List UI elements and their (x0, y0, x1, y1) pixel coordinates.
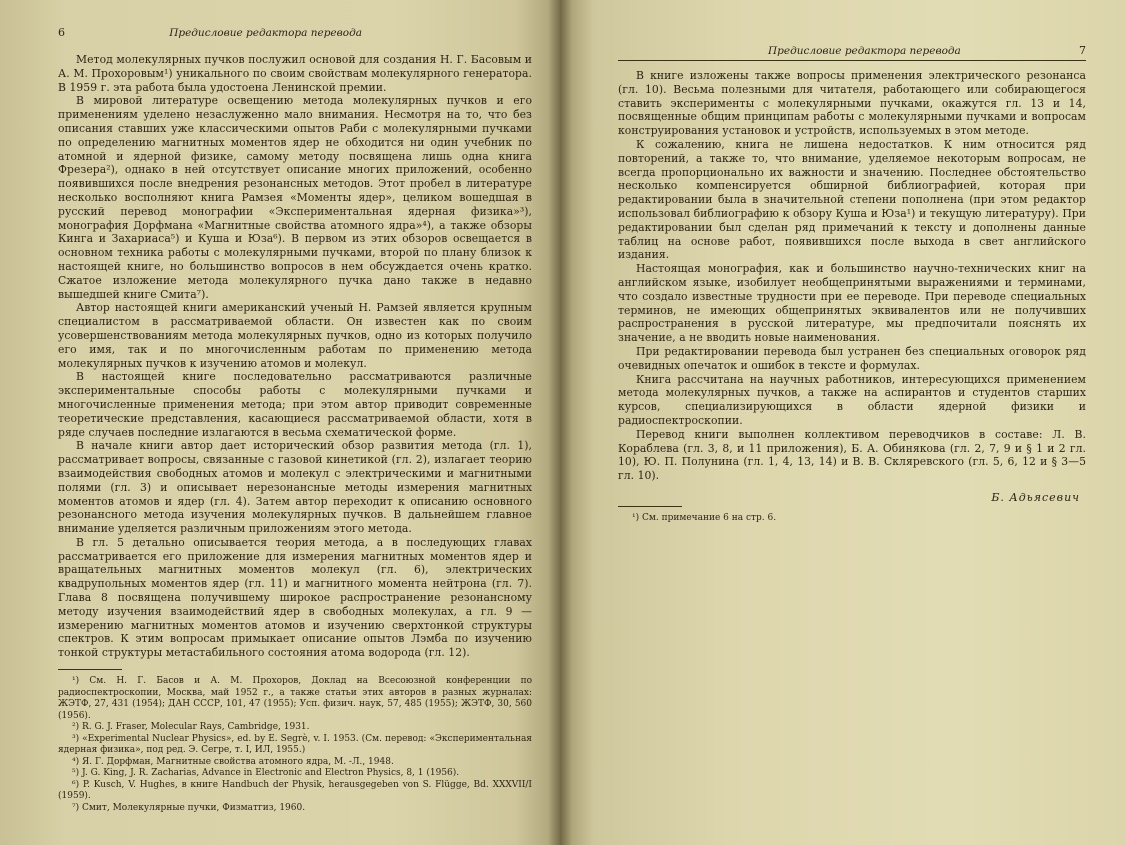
paragraph: Метод молекулярных пучков послужил основой для создания Н. Г. Басовым и А. М. Прохоровым¹) уникального по своим свойствам молекулярного генератора. В 1959 г. эта работа была удостоена Ленинской премии. (58, 53, 532, 94)
footnote: ¹) См. Н. Г. Басов и А. М. Прохоров, Доклад на Всесоюзной конференции по радиоспектроскопии, Москва, май 1952 г., а также статьи этих авторов в разных журналах: ЖЭТФ, 27, 431 (1954); ДАН СССР, 101, 47 (1955); Усп. физич. наук, 57, 485 (1955); ЖЭТФ, 30, 560 (1956). (58, 676, 532, 721)
running-head-right (618, 44, 1086, 61)
paragraph: В книге изложены также вопросы применения электрического резонанса (гл. 10). Весьма полезными для читателя, работающего или собирающегося ставить эксперименты с молекулярными пучками, окажутся гл. 13 и 14, посвященные общим принципам работы с молекулярными пучками и вопросам конструирования установок и устройств, используемых в этом методе. (618, 69, 1086, 138)
footnote: ⁴) Я. Г. Дорфман, Магнитные свойства атомного ядра, М. -Л., 1948. (72, 756, 394, 767)
paragraph: Книга рассчитана на научных работников, интересующихся применением метода молекулярных пучков, а также на аспирантов и студентов старших курсов, специализирующихся в области ядерной физики и радиоспектроскопии. (618, 372, 1086, 427)
footnote: ¹) См. примечание 6 на стр. 6. (632, 512, 777, 523)
paragraph: Перевод книги выполнен коллективом переводчиков в составе: Л. В. Кораблева (гл. 3, 8, и 11 приложения), Б. А. Обинякова (гл. 2, 7, 9 и § 1 и 2 гл. 10), Ю. П. Полунина (гл. 1, 4, 13, 14) и В. В. Склярeвского (гл. 5, 6, 12 и § 3—5 гл. 10). (618, 427, 1086, 483)
footnote: ³) «Experimental Nuclear Physics», ed. by E. Segrè, v. I. 1953. (См. перевод: «Экспериментальная ядерная физика», под ред. Э. Сегре, т. I, ИЛ, 1955.) (58, 733, 532, 756)
footnote: ⁷) Смит, Молекулярные пучки, Физматгиз, 1960. (72, 802, 306, 813)
running-head-left (58, 26, 532, 39)
running-head-title-left: Предисловие редактора перевода (169, 27, 362, 39)
paragraph: Настоящая монография, как и большинство научно-технических книг на английском языке, изобилует необщепринятыми выражениями и терминами, что создало известные трудности при ее переводе. При переводе специальных терминов, не имеющих общепринятых эквивалентов или не получивших распространения в русской литературе, мы предпочитали пояснять их значение, а не вводить новые наименования. (618, 262, 1086, 345)
paragraph: В мировой литературе освещению метода молекулярных пучков и его применениям уделено незаслуженно мало внимания. Несмотря на то, что без описания ставших уже классическими опытов Раби с молекулярными пучками по определению магнитных моментов ядер не обходится ни один учебник по атомной и ядерной физике, самому методу посвящена лишь одна книга Фрезера²), однако в ней отсутствует описание многих приложений, особенно появившихся после внедрения резонансных методов. Этот пробел в литературе несколько восполняют книга Рамзея «Моменты ядер», целиком вошедшая в русский перевод монографии «Экспериментальная ядерная физика»³), монография Дорфмана «Магнитные свойства атомного ядра»⁴), а также обзоры Кинга и Захариаса⁵) и Куша и Юза⁶). В первом из этих обзоров освещается в основном техника работы с молекулярными пучками, второй по плану близок к настоящей книге, но большинство вопросов в нем обсуждается очень кратко. Сжатое изложение метода молекулярного пучка дано также в недавно вышедшей книге Смита⁷). (58, 94, 532, 301)
paragraph: При редактировании перевода был устранен без специальных оговорок ряд очевидных опечаток и ошибок в тексте и формулах. (618, 344, 1086, 372)
paragraph: В настоящей книге последовательно рассматриваются различные экспериментальные способы работы с молекулярными пучками и многочисленные применения метода; при этом автор приводит современные теоретические представления, касающиеся рассматриваемой области, хотя в ряде случаев последние излагаются в весьма схематической форме. (58, 370, 532, 439)
book-gutter (548, 0, 572, 845)
footnote-divider (618, 506, 682, 507)
paragraph: В гл. 5 детально описывается теория метода, а в последующих главах рассматривается его приложение для измерения магнитных моментов ядер и вращательных магнитных моментов молекул (гл. 6), электрических квадрупольных моментов ядер (гл. 11) и магнитного момента нейтрона (гл. 7). Глава 8 посвящена получившему широкое распространение резонансному методу изучения взаимодействий ядер в свободных молекулах, а гл. 9 — измерению магнитных моментов атомов и изучению сверхтонкой структуры спектров. К этим вопросам примыкает описание опытов Лэмба по изучению тонкой структуры метастабильного состояния атома водорода (гл. 12). (58, 535, 532, 660)
running-head-title-right: Предисловие редактора перевода (768, 45, 961, 57)
signature: Б. Адьясевич (991, 490, 1080, 504)
left-page (0, 0, 560, 845)
footnote-divider (58, 669, 122, 670)
paragraph: К сожалению, книга не лишена недостатков. К ним относится ряд повторений, а также то, что внимание, уделяемое некоторым вопросам, не всегда пропорционально их важности и значению. Последнее обстоятельство несколько компенсируется обширной библиографией, которая при редактировании была в значительной степени пополнена (при этом редактор использовал библиографию к обзору Куша и Юза¹) и текущую литературу). При редактировании был сделан ряд примечаний к тексту и дополнены данные таблиц на основе работ, появившихся после выхода в свет английского издания. (618, 137, 1086, 262)
paragraph: Автор настоящей книги американский ученый Н. Рамзей является крупным специалистом в рассматриваемой области. Он известен как по своим усовершенствованиям метода молекулярных пучков, одно из которых получило его имя, так и по многочисленным работам по применению метода молекулярных пучков к изучению атомов и молекул. (58, 301, 532, 370)
page-number-right: 7 (1079, 44, 1086, 57)
page-number-left: 6 (58, 26, 65, 39)
footnote: ⁵) J. G. King, J. R. Zacharias, Advance in Electronic and Electron Physics, 8, 1 (1956). (72, 768, 460, 779)
right-page (560, 0, 1126, 845)
paragraph: В начале книги автор дает исторический обзор развития метода (гл. 1), рассматривает вопросы, связанные с газовой кинетикой (гл. 2), излагает теорию взаимодействия свободных атомов и молекул с электрическими и магнитными полями (гл. 3) и описывает нерезонансные методы измерения магнитных моментов атомов и ядер (гл. 4). Затем автор переходит к описанию основного резонансного метода изучения молекулярных пучков. В дальнейшем главное внимание уделяется различным приложениям этого метода. (58, 439, 532, 536)
footnote: ⁶) P. Kusch, V. Hughes, в книге Handbuch der Physik, herausgegeben von S. Flügge, Bd. XXXVII/I (1959). (58, 779, 532, 802)
footnote: ²) R. G. J. Fraser, Molecular Rays, Cambridge, 1931. (72, 722, 310, 733)
